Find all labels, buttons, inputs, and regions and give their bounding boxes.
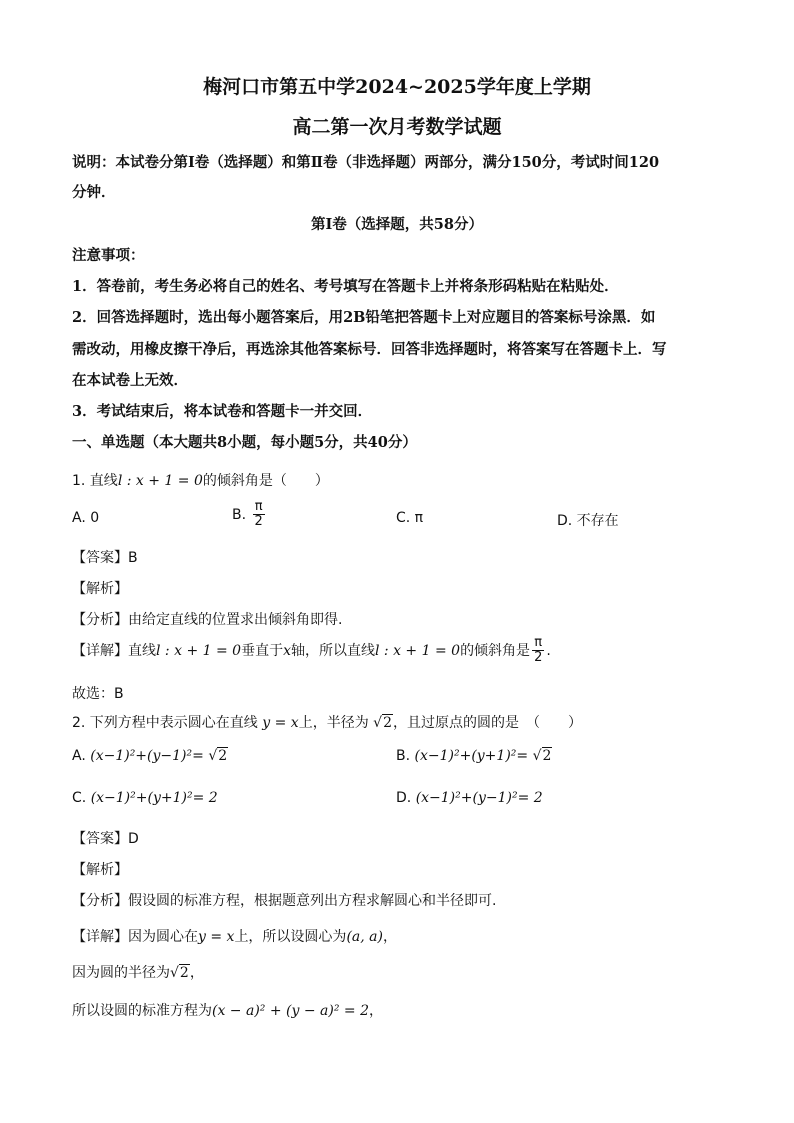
section-heading: 一、单选题（本大题共8小题，每小题5分，共40分） bbox=[72, 434, 417, 451]
q2-text-mid: 上，半径为 bbox=[298, 715, 369, 731]
question-2 bbox=[72, 712, 582, 732]
notes-title: 注意事项： bbox=[72, 247, 145, 264]
q2-option-b-expression: (x−1)²+(y+1)²= bbox=[414, 748, 533, 764]
q1-detail-prefix: 【详解】直线 bbox=[72, 642, 156, 659]
q1-option-d: D. 不存在 bbox=[557, 513, 619, 529]
q1-detail-text-2: 轴，所以直线 bbox=[290, 642, 375, 659]
q1-option-b bbox=[232, 500, 267, 530]
q1-detail-end: . bbox=[546, 642, 551, 659]
q2-detail-equation: (x − a)² + (y − a)² = 2 bbox=[212, 1003, 370, 1019]
q2-detail-1: 【详解】因为圆心在y = x上，所以设圆心为(a, a)， bbox=[72, 929, 397, 945]
exam-subtitle: 高二第一次月考数学试题 bbox=[292, 116, 502, 138]
q1-option-c: C. π bbox=[396, 510, 424, 526]
question-1 bbox=[72, 470, 329, 490]
sqrt-symbol: √2 bbox=[532, 748, 552, 764]
q1-detail-expression-1: l : x + 1 = 0 bbox=[156, 642, 242, 659]
instructions-line-2: 分钟． bbox=[72, 184, 116, 201]
q1-detail-text-1: 垂直于 bbox=[241, 642, 284, 659]
q1-detail-text-3: 的倾斜角是 bbox=[460, 642, 531, 659]
q1-detail bbox=[72, 636, 551, 666]
q2-analysis-label: 【解析】 bbox=[72, 862, 128, 878]
q2-radius: √2 bbox=[373, 715, 392, 731]
q2-line-expression: y = x bbox=[262, 715, 299, 731]
q2-option-c-expression: (x−1)²+(y+1)²= 2 bbox=[90, 790, 218, 806]
fraction-numerator: π bbox=[253, 500, 265, 515]
q2-option-b: B. (x−1)²+(y+1)²= √2 bbox=[396, 748, 552, 764]
q1-detail-x: x bbox=[283, 642, 291, 659]
q2-detail-3: 所以设圆的标准方程为(x − a)² + (y − a)² = 2， bbox=[72, 1003, 384, 1019]
q2-detail-center: (a, a) bbox=[346, 929, 383, 945]
q1-answer: 【答案】B bbox=[72, 550, 138, 566]
q2-detail-2: 因为圆的半径为√2， bbox=[72, 965, 204, 981]
q2-detail-line-expression: y = x bbox=[198, 929, 235, 945]
q1-prefix: 1. 直线 bbox=[72, 473, 118, 489]
q2-option-a: A. (x−1)²+(y−1)²= √2 bbox=[72, 748, 228, 764]
q1-option-b-fraction bbox=[253, 500, 265, 530]
q2-option-d-expression: (x−1)²+(y−1)²= 2 bbox=[415, 790, 543, 806]
note-1: 1．答卷前，考生务必将自己的姓名、考号填写在答题卡上并将条形码粘贴在粘贴处． bbox=[72, 278, 619, 295]
exam-title: 梅河口市第五中学2024~2025学年度上学期 bbox=[203, 76, 591, 98]
q2-answer: 【答案】D bbox=[72, 831, 139, 847]
q2-analysis: 【分析】假设圆的标准方程，根据题意列出方程求解圆心和半径即可. bbox=[72, 893, 497, 909]
fraction-numerator: π bbox=[532, 636, 544, 651]
q1-option-a: A. 0 bbox=[72, 510, 100, 526]
part-title: 第Ⅰ卷（选择题，共58分） bbox=[311, 216, 483, 233]
fraction-denominator: 2 bbox=[254, 514, 263, 530]
q1-detail-expression-2: l : x + 1 = 0 bbox=[374, 642, 461, 659]
sqrt-symbol: √2 bbox=[208, 748, 228, 764]
fraction-denominator: 2 bbox=[534, 650, 543, 666]
q2-prefix: 2. 下列方程中表示圆心在直线 bbox=[72, 715, 258, 731]
note-3: 3．考试结束后，将本试卷和答题卡一并交回． bbox=[72, 403, 373, 420]
q1-suffix: 的倾斜角是（ ） bbox=[202, 473, 329, 489]
q1-analysis-label: 【解析】 bbox=[72, 581, 128, 597]
q2-option-d: D. (x−1)²+(y−1)²= 2 bbox=[396, 790, 543, 806]
q2-option-a-expression: (x−1)²+(y−1)²= bbox=[90, 748, 209, 764]
q1-option-b-label: B. bbox=[232, 506, 247, 523]
q1-choice: 故选：B bbox=[72, 686, 124, 702]
q1-detail-fraction bbox=[532, 636, 544, 666]
q2-option-c: C. (x−1)²+(y+1)²= 2 bbox=[72, 790, 218, 806]
q2-suffix: ，且过原点的圆的是 （ ） bbox=[393, 715, 582, 731]
q1-analysis: 【分析】由给定直线的位置求出倾斜角即得. bbox=[72, 612, 343, 628]
sqrt-symbol: √2 bbox=[170, 965, 189, 981]
note-2-line-1: 2．回答选择题时，选出每小题答案后，用2B铅笔把答题卡上对应题目的答案标号涂黑．如 bbox=[72, 309, 656, 326]
q1-expression: l : x + 1 = 0 bbox=[117, 473, 203, 489]
instructions-line-1: 说明：本试卷分第Ⅰ卷（选择题）和第Ⅱ卷（非选择题）两部分，满分150分，考试时间120 bbox=[72, 154, 660, 171]
note-2-line-2: 需改动，用橡皮擦干净后，再选涂其他答案标号．回答非选择题时，将答案写在答题卡上．写 bbox=[72, 341, 667, 358]
note-2-line-3: 在本试卷上无效． bbox=[72, 372, 188, 389]
